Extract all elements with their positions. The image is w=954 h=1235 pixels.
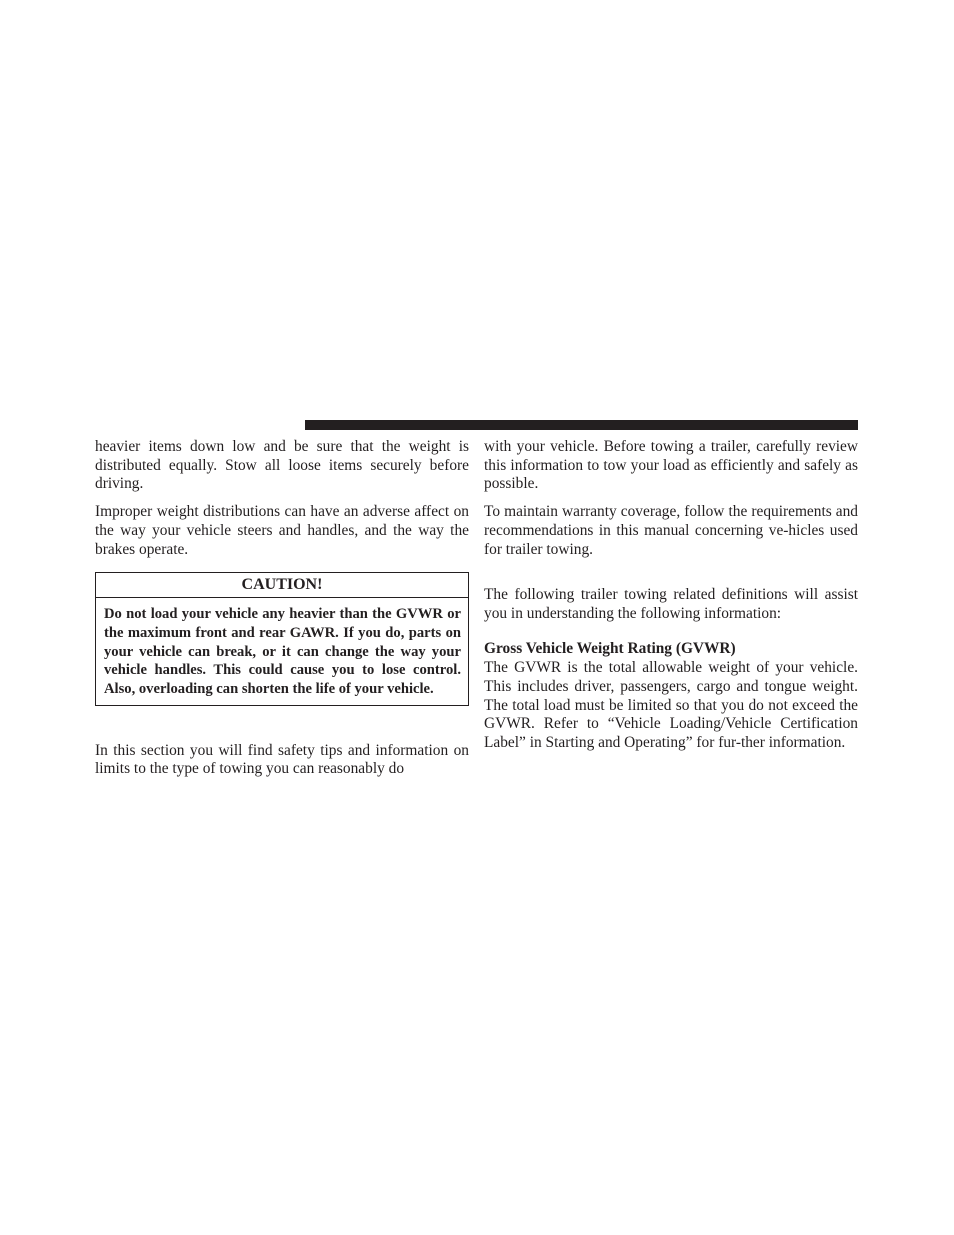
caution-title: CAUTION! (96, 573, 468, 598)
paragraph-definitions-intro: The following trailer towing related definitions will assist you in understanding the following information: (484, 586, 858, 622)
right-column (484, 438, 858, 753)
paragraph-warranty: To maintain warranty coverage, follow the requirements and recommendations in this manual concerning ve-hicles used for trailer towing. (484, 503, 858, 558)
paragraph-improper-weight: Improper weight distributions can have an adverse affect on the way your vehicle steers and handles, and the way the brakes operate. (95, 503, 469, 558)
paragraph-towing-review: with your vehicle. Before towing a trailer, carefully review this information to tow your load as efficiently and safely as possible. (484, 438, 858, 493)
gvwr-heading: Gross Vehicle Weight Rating (GVWR) (484, 639, 736, 657)
header-rule (305, 420, 858, 430)
gvwr-definition: The GVWR is the total allowable weight of your vehicle. This includes driver, passengers, cargo and tongue weight. The total load must be limited so that you do not exceed the GVWR. Refer to “Vehicle Loading/Vehicle Certification Label” in Starting and Operating” for fur-ther information. (484, 659, 858, 752)
caution-body: Do not load your vehicle any heavier than the GVWR or the maximum front and rear GAWR. If you do, parts on your vehicle can break, or it can change the way your vehicle handles. This could cause you to lose control. Also, overloading can shorten the life of your vehicle. (104, 606, 461, 698)
paragraph-weight-distribution: heavier items down low and be sure that the weight is distributed equally. Stow all loose items securely before driving. (95, 438, 469, 493)
paragraph-safety-tips: In this section you will find safety tips and information on limits to the type of towing you can reasonably do (95, 741, 469, 778)
caution-box (95, 572, 469, 706)
left-column (95, 438, 469, 779)
